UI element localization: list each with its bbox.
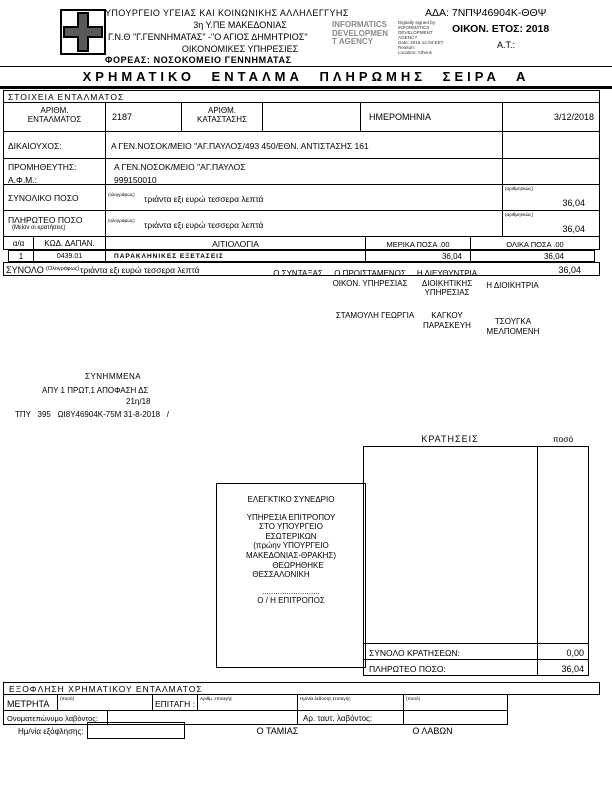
- deductions-box: [363, 446, 589, 644]
- org-line4: ΟΙΚΟΝΟΜΙΚΕΣ ΥΠΗΡΕΣΙΕΣ: [181, 44, 299, 54]
- ida-sig-line: Reason:: [398, 45, 416, 50]
- afm-value: 999150010: [114, 175, 157, 185]
- payment-cash-amount-cell: [57, 694, 153, 711]
- at-label: Α.Τ.:: [497, 40, 516, 50]
- deductions-title: ΚΡΑΤΗΣΕΙΣ: [421, 434, 479, 444]
- supplier-value-cell: [105, 158, 503, 185]
- beneficiary-label: ΔΙΚΑΙΟΥΧΟΣ:: [3, 131, 106, 159]
- payable-in-words: τριάντα εξι ευρώ τεσσερα λεπτά: [144, 220, 264, 230]
- attachments-line3: ΤΠΥ 395 ΩΙ8Υ46904Κ-75Μ 31-8-2018 /: [15, 410, 169, 419]
- hospital-cross-logo-icon: [60, 9, 106, 55]
- cash-amount-label: (ποσό): [60, 696, 75, 701]
- beneficiary-value: Α ΓΕΝ.ΝΟΣΟΚ/ΜΕΙΟ "ΑΓ.ΠΑΥΛΟΣ/493 450/ΕΘΝ. ΑΝΤΙΣΤΑΣΗΣ 161: [105, 131, 503, 159]
- date-label: ΗΜΕΡΟΜΗΝΙΑ: [360, 102, 503, 132]
- supplier-label-cell: [3, 158, 106, 185]
- expense-row-index: 1: [8, 250, 34, 262]
- ida-sig-line: Date: 2018.12.04 EET: [398, 40, 444, 45]
- org-line3: Γ.Ν.Θ "Γ.ΓΕΝΝΗΜΑΤΑΣ" -"Ο ΑΓΙΟΣ ΔΗΜΗΤΡΙΟΣ": [108, 32, 308, 42]
- deductions-payable-label: ΠΛΗΡΩΤΕΟ ΠΟΣΟ:: [363, 659, 538, 676]
- signature-title-admin-director: Η ΔΙΕΥΘΥΝΤΡΙΑ ΔΙΟΙΚΗΤΙΚΗΣ ΥΠΗΡΕΣΙΑΣ: [416, 269, 478, 297]
- expense-col-index: α/α: [3, 236, 34, 250]
- ida-sig-line: INFORMATICS: [398, 25, 430, 30]
- afm-label: Α.Φ.Μ.:: [8, 175, 37, 185]
- total-in-words: τριάντα εξι ευρώ τεσσερα λεπτά: [144, 194, 264, 204]
- stamp-line9: Ο / Η ΕΠΙΤΡΟΠΟΣ: [257, 596, 325, 606]
- beneficiary-empty-cell: [502, 131, 600, 159]
- expense-col-partial: ΜΕΡΙΚΑ ΠΟΣΑ .00: [365, 236, 471, 250]
- ida-sig-line: DEVELOPMENT AGENCY: [398, 30, 433, 40]
- stamp-line7: ΘΕΩΡΗΘΗΚΕ: [272, 560, 324, 570]
- stamp-line8: ΘΕΣΣΑΛΟΝΙΚΗ: [252, 570, 310, 580]
- payoff-date-label: Ημ/νία εξόφλησης:: [18, 727, 84, 736]
- in-numbers-label: (αριθμητικώς): [505, 212, 533, 217]
- signature-name-governor: ΤΣΟΥΓΚΑ ΜΕΛΠΟΜΕΝΗ: [486, 317, 540, 336]
- signature-name-admin-director: ΚΑΓΚΟΥ ΠΑΡΑΣΚΕΥΗ: [423, 311, 471, 330]
- payment-cheque-label: ΕΠΙΤΑΓΗ :: [152, 694, 198, 711]
- ida-sig-line: Digitally signed by: [398, 20, 436, 25]
- ida-stamp-line3: T AGENCY: [332, 37, 374, 46]
- title-divider-top: [0, 66, 612, 67]
- stamp-line3: ΣΤΟ ΥΠΟΥΡΓΕΙΟ: [259, 522, 323, 532]
- stamp-line4: ΕΣΩΤΕΡΙΚΩΝ: [265, 531, 317, 541]
- payable-words-cell: [105, 210, 503, 237]
- signature-title-finance-head: Ο ΠΡΟΙΣΤΑΜΕΝΟΣ ΟΙΚΟΝ. ΥΠΗΡΕΣΙΑΣ: [332, 269, 408, 288]
- attachments-line1: ΑΠΥ 1 ΠΡΩΤ.1 ΑΠΟΦΑΣΗ ΔΣ: [42, 386, 149, 395]
- expense-row-partial: 36,04: [365, 250, 471, 262]
- statement-no-label: ΑΡΙΘΜ. ΚΑΤΑΣΤΑΣΗΣ: [197, 106, 247, 124]
- cashier-label: Ο ΤΑΜΙΑΣ: [256, 726, 299, 736]
- ida-signature-stamp: [332, 21, 398, 47]
- details-section-title: ΣΤΟΙΧΕΙΑ ΕΝΤΑΛΜΑΤΟΣ: [3, 90, 600, 103]
- recipient-id-label: Αρ. ταυτ. λαβόντος:: [297, 710, 404, 725]
- payoff-date-box: [87, 722, 185, 739]
- expense-sum-label: ΣΥΝΟΛΟ: [6, 265, 44, 275]
- payment-cheque-date-cell: [297, 694, 404, 711]
- statement-no-value: [262, 102, 361, 132]
- receiver-label: Ο ΛΑΒΩΝ: [412, 726, 453, 736]
- payment-title: ΕΞΟΦΛΗΣΗ ΧΡΗΜΑΤΙΚΟΥ ΕΝΤΑΛΜΑΤΟΣ: [3, 682, 600, 695]
- expense-row-total: 36,04: [470, 250, 595, 262]
- signature-name-finance-head: ΣΤΑΜΟΥΛΗ ΓΕΩΡΓΙΑ: [335, 311, 415, 320]
- date-value: 3/12/2018: [502, 102, 600, 132]
- expense-row-reason: ΠΑΡΑΚΛΗΝΙΚΕΣ ΕΞΕΤΑΣΕΙΣ: [105, 250, 366, 262]
- signature-title-author: Ο ΣΥΝΤΑΞΑΣ: [273, 269, 323, 278]
- attachments-title: ΣΥΝΗΜΜΕΝΑ: [85, 372, 142, 381]
- supplier-label: ΠΡΟΜΗΘΕΥΤΗΣ:: [8, 162, 77, 172]
- payable-sublabel: (Μείον οι κρατήσεις): [12, 225, 66, 231]
- ida-signature-details: [398, 20, 450, 55]
- ida-stamp-line2: DEVELOPMEN: [332, 28, 389, 38]
- payment-cash-label: ΜΕΤΡΗΤΑ: [3, 694, 58, 711]
- recipient-name-label: Ονοματεπώνυμο λαβόντος:: [3, 710, 108, 725]
- expense-col-total: ΟΛΙΚΑ ΠΟΣΑ .00: [470, 236, 600, 250]
- warrant-no-label-cell: [3, 102, 106, 132]
- expense-sum-in-words: τριάντα εξι ευρώ τεσσερα λεπτά: [80, 265, 200, 275]
- total-amount-cell: [502, 184, 600, 211]
- ida-sig-line: Location: Athens: [398, 50, 432, 55]
- payable-label: ΠΛΗΡΩΤΕΟ ΠΟΣΟ: [8, 215, 83, 225]
- org-line2: 3η Υ.ΠΕ ΜΑΚΕΔΟΝΙΑΣ: [193, 20, 287, 30]
- total-amount: 36,04: [562, 198, 585, 208]
- stamp-dots: ..........................: [262, 586, 320, 596]
- stamp-line6: ΜΑΚΕΔΟΝΙΑΣ-ΘΡΑΚΗΣ): [245, 550, 337, 560]
- stamp-line5: (πρώην ΥΠΟΥΡΓΕΙΟ: [253, 541, 329, 551]
- total-words-cell: [105, 184, 503, 211]
- supplier-value: Α ΓΕΝ.ΝΟΣΟΚ/ΜΕΙΟ "ΑΓ.ΠΑΥΛΟΣ: [114, 162, 246, 172]
- payable-amount-cell: [502, 210, 600, 237]
- warrant-no-label: ΑΡΙΘΜ. ΕΝΤΑΛΜΑΤΟΣ: [27, 106, 82, 124]
- title-divider-bottom: [0, 86, 612, 89]
- cheque-date-label: Ημ/νία έκδοσης επιταγής: [300, 696, 351, 701]
- deductions-amount-header: ποσό: [552, 434, 574, 444]
- expense-sum-words-label: (Ολογράφως): [46, 266, 80, 272]
- in-words-label: (ολογράφως): [108, 218, 135, 223]
- supplier-empty-cell: [502, 158, 600, 185]
- ida-stamp-line1: INFORMATICS: [332, 21, 387, 29]
- warrant-no-value: 2187: [105, 102, 182, 132]
- recipient-id-value-cell: [403, 710, 508, 725]
- payable-amount: 36,04: [562, 224, 585, 234]
- org-line1: ΥΠΟΥΡΓΕΙΟ ΥΓΕΙΑΣ ΚΑΙ ΚΟΙΝΩΝΙΚΗΣ ΑΛΛΗΛΕΓΓΥΗΣ: [105, 8, 349, 18]
- in-words-label: (ολογράφως): [108, 192, 135, 197]
- page-title: ΧΡΗΜΑΤΙΚΟ ΕΝΤΑΛΜΑ ΠΛΗΡΩΜΗΣ ΣΕΙΡΑ Α: [82, 69, 530, 84]
- signature-title-governor: Η ΔΙΟΙΚΗΤΡΙΑ: [486, 281, 539, 290]
- stamp-line2: ΥΠΗΡΕΣΙΑ ΕΠΙΤΡΟΠΟΥ: [246, 512, 336, 522]
- deductions-sum-label: ΣΥΝΟΛΟ ΚΡΑΤΗΣΕΩΝ:: [363, 643, 538, 660]
- cheque-no-label: Αριθμ. επιταγής: [200, 696, 233, 701]
- expense-col-reason: ΑΙΤΙΟΛΟΓΙΑ: [105, 236, 366, 250]
- audit-court-stamp-box: [216, 483, 366, 668]
- stamp-line1: ΕΛΕΓΚΤΙΚΟ ΣΥΝΕΔΡΙΟ: [247, 495, 335, 504]
- ada-number: ΑΔΑ: 7ΝΠΨ46904Κ-ΘΘΨ: [425, 7, 547, 19]
- payment-cheque-amount-cell: [403, 694, 508, 711]
- statement-no-label-cell: [181, 102, 263, 132]
- deductions-payable-value: 36,04: [537, 659, 589, 676]
- attachments-line2: 21η/18: [126, 397, 151, 406]
- deductions-divider: [537, 446, 538, 676]
- in-numbers-label: (αριθμητικώς): [505, 186, 533, 191]
- cheque-amount-label: (ποσό): [406, 696, 421, 701]
- payment-cheque-no-cell: [197, 694, 298, 711]
- deductions-sum-value: 0,00: [537, 643, 589, 660]
- fiscal-year: ΟΙΚΟΝ. ΕΤΟΣ: 2018: [452, 23, 550, 35]
- org-line5: ΦΟΡΕΑΣ: ΝΟΣΟΚΟΜΕΙΟ ΓΕΝΝΗΜΑΤΑΣ: [105, 55, 292, 65]
- payable-label-cell: [3, 210, 106, 237]
- total-label: ΣΥΝΟΛΙΚΟ ΠΟΣΟ: [3, 184, 106, 211]
- expense-sum-amount: 36,04: [558, 265, 581, 275]
- expense-row-code: 0439.01: [33, 250, 106, 262]
- expense-col-code: ΚΩΔ. ΔΑΠΑΝ.: [33, 236, 106, 250]
